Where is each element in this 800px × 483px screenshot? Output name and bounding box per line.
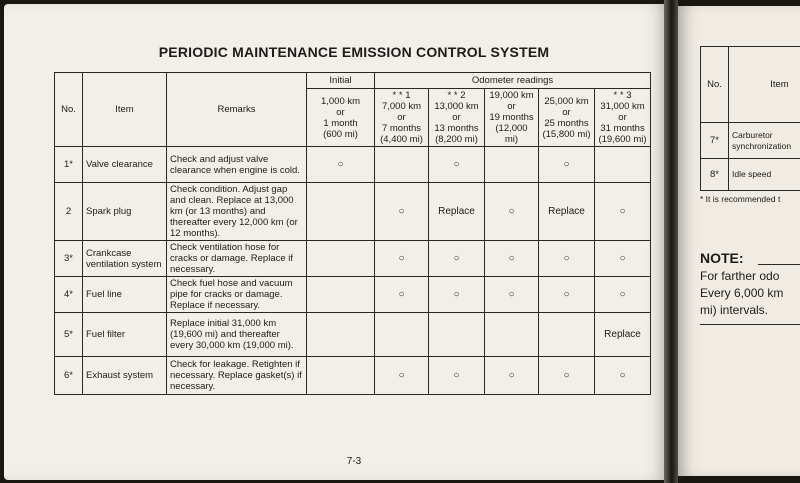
side-row-item: Carburetor synchronization — [729, 123, 800, 159]
schedule-cell — [429, 313, 485, 357]
interval-month: 25 months — [544, 117, 589, 129]
note-heading: NOTE: — [700, 250, 744, 266]
interval-km: 1,000 km — [320, 95, 361, 107]
table-row — [55, 183, 651, 241]
schedule-cell: Replace — [595, 313, 651, 357]
interval-mi: (12,000 mi) — [495, 123, 528, 145]
side-column-item: Item — [729, 47, 800, 123]
interval-km: 25,000 km — [544, 95, 589, 107]
schedule-cell: ○ — [485, 277, 539, 313]
schedule-cell — [485, 313, 539, 357]
schedule-cell — [307, 313, 375, 357]
side-row-number: 8* — [701, 159, 729, 191]
row-number: 4* — [55, 277, 83, 313]
row-remarks: Check ventilation hose for cracks or damage. Replace if necessary. — [167, 241, 307, 277]
interval-mark: * * 3 — [613, 90, 632, 101]
note-line-text: mi) intervals. — [700, 303, 769, 317]
schedule-cell: ○ — [375, 277, 429, 313]
row-remarks: Check and adjust valve clearance when engine is cold. — [167, 147, 307, 183]
column-header-odometer: Odometer readings — [375, 73, 651, 89]
schedule-cell — [307, 277, 375, 313]
row-item: Spark plug — [83, 183, 167, 241]
schedule-cell: ○ — [595, 277, 651, 313]
side-table-row — [701, 123, 800, 159]
schedule-cell: ○ — [485, 241, 539, 277]
schedule-cell — [595, 147, 651, 183]
schedule-cell: ○ — [539, 357, 595, 395]
schedule-cell: ○ — [539, 277, 595, 313]
interval-km: 19,000 km — [489, 90, 534, 101]
interval-mark: * * 1 — [392, 90, 411, 101]
row-item: Crankcase ventilation system — [83, 241, 167, 277]
maintenance-table — [54, 72, 651, 395]
note-line-text: Every 6,000 km — [700, 286, 784, 300]
schedule-cell: ○ — [485, 183, 539, 241]
note-divider — [700, 324, 800, 325]
continued-table — [700, 46, 800, 191]
schedule-cell: Replace — [429, 183, 485, 241]
interval-or: or — [507, 101, 516, 112]
schedule-cell: ○ — [429, 147, 485, 183]
page-title: PERIODIC MAINTENANCE EMISSION CONTROL SYSTEM — [158, 44, 550, 60]
column-header-no: No. — [55, 73, 83, 147]
side-column-no: No. — [701, 47, 729, 123]
table-row — [55, 241, 651, 277]
schedule-cell — [307, 183, 375, 241]
interval-or: or — [562, 106, 571, 118]
note-text — [700, 268, 783, 319]
schedule-cell — [307, 241, 375, 277]
column-header-initial: Initial — [307, 73, 375, 89]
schedule-cell: ○ — [375, 241, 429, 277]
table-row — [55, 147, 651, 183]
row-remarks: Check condition. Adjust gap and clean. Replace at 13,000 km (or 13 months) and thereafter every 12,000 km (or 12 months). — [167, 183, 307, 241]
page-number: 7-3 — [346, 456, 362, 467]
note-line-text: For farther odo — [700, 269, 780, 283]
row-number: 3* — [55, 241, 83, 277]
schedule-cell — [375, 313, 429, 357]
interval-header — [595, 89, 651, 147]
interval-month: 1 month — [323, 117, 358, 129]
interval-km: 31,000 km — [600, 101, 645, 112]
interval-month: 31 months — [600, 123, 645, 134]
interval-km: 13,000 km — [434, 101, 479, 112]
interval-or: or — [452, 112, 461, 123]
schedule-cell: ○ — [485, 357, 539, 395]
schedule-cell: ○ — [595, 241, 651, 277]
schedule-cell: ○ — [595, 183, 651, 241]
column-header-item: Item — [83, 73, 167, 147]
interval-month: 19 months — [489, 112, 534, 123]
interval-month: 7 months — [381, 123, 422, 134]
interval-mi: (15,800 mi) — [542, 128, 591, 140]
row-remarks: Replace initial 31,000 km (19,600 mi) and thereafter every 30,000 km (19,000 mi). — [167, 313, 307, 357]
left-page — [4, 4, 668, 480]
row-number: 1* — [55, 147, 83, 183]
schedule-cell — [485, 147, 539, 183]
schedule-cell — [375, 147, 429, 183]
side-row-item: Idle speed — [729, 159, 800, 191]
schedule-cell: ○ — [375, 183, 429, 241]
schedule-cell: ○ — [429, 241, 485, 277]
table-row — [55, 277, 651, 313]
row-item: Valve clearance — [83, 147, 167, 183]
interval-mark: * * 2 — [447, 90, 466, 101]
schedule-cell — [307, 357, 375, 395]
book-spine — [664, 0, 678, 483]
interval-or: or — [336, 106, 345, 118]
schedule-cell: ○ — [375, 357, 429, 395]
interval-or: or — [397, 112, 406, 123]
column-header-remarks: Remarks — [167, 73, 307, 147]
interval-month: 13 months — [434, 123, 479, 134]
schedule-cell: ○ — [429, 277, 485, 313]
side-header-row — [701, 47, 800, 123]
interval-mi: (8,200 mi) — [435, 134, 478, 145]
row-number: 5* — [55, 313, 83, 357]
row-item: Fuel filter — [83, 313, 167, 357]
interval-header — [375, 89, 429, 147]
interval-header — [307, 89, 375, 147]
interval-header — [485, 89, 539, 147]
row-number: 2 — [55, 183, 83, 241]
row-remarks: Check fuel hose and vacuum pipe for cracks or damage. Replace if necessary. — [167, 277, 307, 313]
note-underline — [758, 264, 800, 265]
interval-km: 7,000 km — [381, 101, 422, 112]
interval-mi: (19,600 mi) — [598, 134, 647, 145]
schedule-cell: ○ — [539, 241, 595, 277]
schedule-cell: ○ — [429, 357, 485, 395]
interval-or: or — [618, 112, 627, 123]
table-row — [55, 313, 651, 357]
table-row — [55, 357, 651, 395]
row-number: 6* — [55, 357, 83, 395]
schedule-cell — [539, 313, 595, 357]
schedule-cell: Replace — [539, 183, 595, 241]
interval-mi: (600 mi) — [323, 128, 358, 140]
row-remarks: Check for leakage. Retighten if necessary. Replace gasket(s) if necessary. — [167, 357, 307, 395]
row-item: Fuel line — [83, 277, 167, 313]
right-page — [678, 6, 800, 476]
interval-mi: (4,400 mi) — [380, 134, 423, 145]
side-row-number: 7* — [701, 123, 729, 159]
header-row-1 — [55, 73, 651, 89]
schedule-cell: ○ — [539, 147, 595, 183]
row-item: Exhaust system — [83, 357, 167, 395]
schedule-cell: ○ — [595, 357, 651, 395]
side-table-row — [701, 159, 800, 191]
schedule-cell: ○ — [307, 147, 375, 183]
footnote: * It is recommended t — [700, 194, 781, 204]
interval-header — [539, 89, 595, 147]
interval-header — [429, 89, 485, 147]
